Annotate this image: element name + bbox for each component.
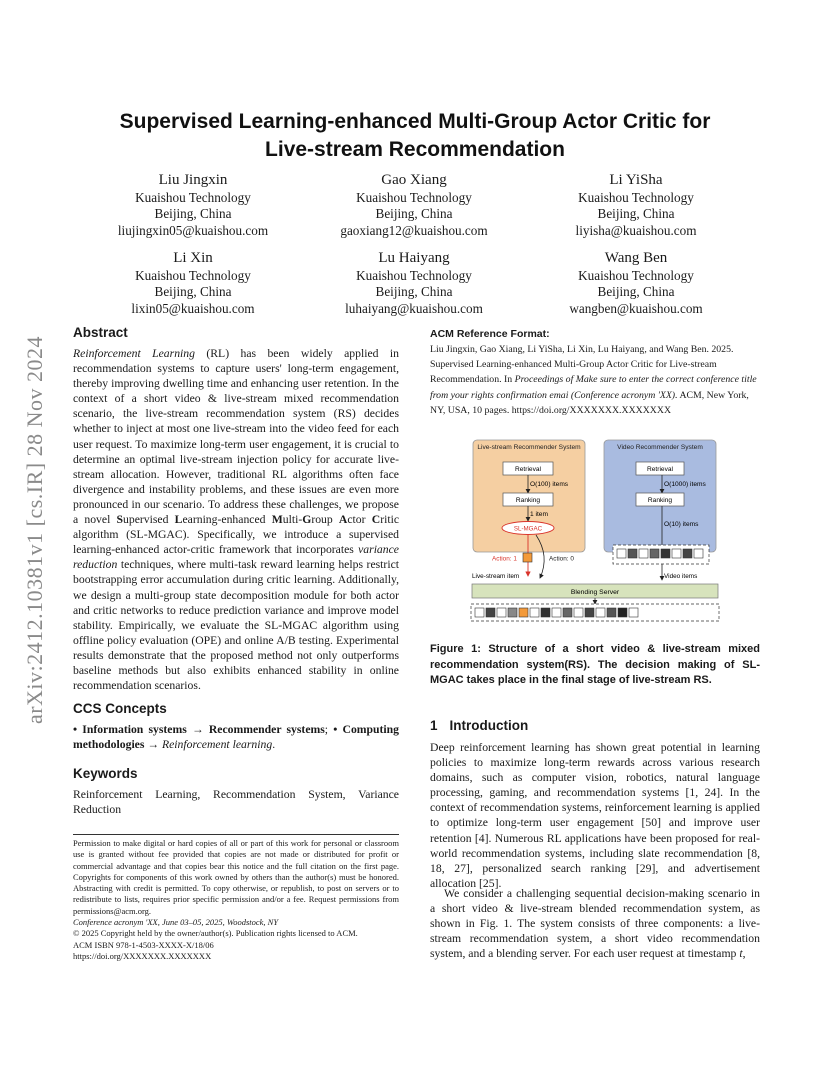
permission-text: Permission to make digital or hard copies of all or part of this work for personal or classroom use is granted without fee provided that copies are not made or distributed for profit or commercial advantage and that copies bear this notice and the full citation on the first page. Copyrights for components of this work owned by others than the author(s) must be honored. Abstracting with credit is permitted. To copy otherwise, or republish, to post on servers or to redistribute to lists, requires prior specific permission and/or a fee. Request permissions from permissions@acm.org. bbox=[73, 838, 399, 916]
author-affiliation: Kuaishou Technology bbox=[356, 268, 472, 283]
author-affiliation: Kuaishou Technology bbox=[135, 190, 251, 205]
isbn-line: ACM ISBN 978-1-4503-XXXX-X/18/06 bbox=[73, 939, 214, 950]
doi-line: https://doi.org/XXXXXXX.XXXXXXX bbox=[73, 950, 212, 961]
conference-line: Conference acronym 'XX, June 03–05, 2025, Woodstock, NY bbox=[73, 917, 279, 928]
action-0-label: Action: 0 bbox=[549, 555, 574, 563]
method-letter: S bbox=[116, 513, 124, 527]
paper-title bbox=[70, 108, 760, 164]
method-word: roup bbox=[311, 513, 339, 527]
video-ranking-count: O(10) items bbox=[664, 521, 699, 528]
author-location: Beijing, China bbox=[154, 284, 232, 300]
method-word: ritic bbox=[380, 513, 400, 527]
video-retrieval-count: O(1000) items bbox=[664, 481, 706, 488]
keywords-body: Reinforcement Learning, Recommendation System, Variance Reduction bbox=[73, 788, 399, 817]
method-letter: C bbox=[371, 513, 381, 527]
method-word: ulti- bbox=[282, 513, 303, 527]
ccs-concept: • Computing methodologies bbox=[73, 723, 400, 752]
arxiv-identifier: arXiv:2412.10381v1 [cs.IR] 28 Nov 2024 bbox=[22, 335, 47, 725]
video-items-label: Video items bbox=[664, 573, 698, 580]
one-item-label: 1 item bbox=[530, 511, 548, 518]
author-email: liyisha@kuaishou.com bbox=[575, 222, 697, 238]
author-location: Beijing, China bbox=[375, 284, 453, 300]
title-line-2: Live-stream Recommendation bbox=[265, 138, 565, 161]
author-affiliation: Kuaishou Technology bbox=[578, 190, 694, 205]
abstract-body bbox=[73, 346, 399, 693]
ccs-subconcept: Reinforcement learning bbox=[161, 738, 273, 752]
live-ranking-label: Ranking bbox=[515, 497, 541, 504]
figure-diagram bbox=[466, 436, 724, 622]
author-affiliation: Kuaishou Technology bbox=[578, 268, 694, 283]
author-name: Gao Xiang bbox=[381, 172, 447, 188]
ccs-heading: CCS Concepts bbox=[73, 701, 167, 716]
title-line-1: Supervised Learning-enhanced Multi-Group Actor Critic for bbox=[119, 110, 711, 133]
author-name: Liu Jingxin bbox=[158, 172, 228, 188]
video-rs-label: Video Recommender System bbox=[617, 444, 703, 451]
ccs-end: . bbox=[272, 738, 276, 752]
method-word: earning-enhanced bbox=[182, 513, 272, 527]
video-retrieval-label: Retrieval bbox=[646, 466, 674, 473]
blending-server-label: Blending Server bbox=[570, 589, 620, 596]
abstract-italic-lead: Reinforcement Learning bbox=[73, 347, 195, 360]
author-name: Li YiSha bbox=[609, 172, 663, 188]
method-word: upervised bbox=[123, 513, 175, 527]
method-letter: M bbox=[271, 513, 283, 527]
acm-ref-text: Liu Jingxin, Gao Xiang, Li YiSha, Li Xin, Lu Haiyang, and Wang Ben. 2025. Supervised Learning-enhanced Multi-Group Actor Critic for Live-stream Recommendation. In bbox=[430, 344, 734, 386]
figure-1 bbox=[466, 436, 724, 622]
author-email: liujingxin05@kuaishou.com bbox=[117, 222, 269, 238]
author-block bbox=[299, 171, 529, 239]
intro-text: We consider a challenging sequential decision-making scenario in a short video & live-stream blended recommendation system, as shown in Fig. 1. The system consists of three components: a live-stream recommendation system, a short video recommendation system, and a blending server. For each user request at timestamp bbox=[430, 887, 760, 961]
author-name: Lu Haiyang bbox=[378, 250, 450, 266]
author-location: Beijing, China bbox=[597, 206, 675, 222]
abstract-italic: variance reduction bbox=[73, 543, 399, 572]
live-item-square bbox=[523, 553, 532, 562]
slmgac-label: SL-MGAC bbox=[513, 525, 543, 533]
author-affiliation: Kuaishou Technology bbox=[135, 268, 251, 283]
copyright-line: © 2025 Copyright held by the owner/author(s). Publication rights licensed to ACM. bbox=[73, 928, 358, 939]
livestream-item-label: Live-stream item bbox=[472, 573, 520, 580]
ccs-concept: • Information systems → Recommender systems bbox=[73, 723, 325, 736]
abstract-text: techniques, where multi-task reward learning helps restrict bootstrapping error accumulation during critic learning. Additionally, we design a multi-group state decomposition module for both actor and critic networks to reduce prediction variance and improve model stability. Empirically, we evaluate the SL-MGAC algorithm using offline policy evaluation (OPE) and online A/B testing. Experimental results demonstrate that the proposed method not only outperforms baseline methods but also exhibits enhanced stability in online recommendation scenarios. bbox=[73, 558, 399, 693]
figure-caption: Figure 1: Structure of a short video & live-stream mixed recommendation system(RS). The decision making of SL-MGAC takes place in the final stage of live-stream RS. bbox=[430, 643, 760, 686]
intro-variable: t bbox=[739, 947, 743, 961]
keywords-heading: Keywords bbox=[73, 766, 138, 781]
ccs-arrow: → bbox=[144, 738, 162, 752]
live-retrieval-label: Retrieval bbox=[514, 466, 542, 473]
author-location: Beijing, China bbox=[154, 206, 232, 222]
author-block bbox=[78, 249, 308, 317]
author-block bbox=[521, 249, 751, 317]
author-affiliation: Kuaishou Technology bbox=[356, 190, 472, 205]
author-email: luhaiyang@kuaishou.com bbox=[345, 300, 483, 316]
author-email: lixin05@kuaishou.com bbox=[131, 300, 255, 316]
intro-paragraph-2 bbox=[430, 886, 760, 961]
author-name: Li Xin bbox=[173, 250, 213, 266]
author-block bbox=[521, 171, 751, 239]
output-item-squares bbox=[475, 608, 638, 617]
intro-text: , bbox=[742, 947, 746, 961]
author-location: Beijing, China bbox=[375, 206, 453, 222]
permission-notice bbox=[73, 838, 399, 962]
abstract-text: (RL) has been widely applied in recommendation systems to capture users' long-term engagement, thereby improving dwelling time and enhancing user retention. In the context of a short video & live-stream mixed recommendation scenario, the live-stream recommendation system (RS) decides whether to inject at most one live-stream into the video feed for each user request. To maximize long-term user engagement, it is crucial to determine an optimal live-stream injection policy for accurate live-stream allocation. However, traditional RL algorithms often face divergence and instability problems, and these issues are even more pronounced in our scenario. To address these challenges, we propose a novel bbox=[73, 347, 399, 527]
live-rs-label: Live-stream Recommender System bbox=[477, 444, 581, 451]
intro-paragraph-1: Deep reinforcement learning has shown great potential in learning policies to maximize long-term rewards across various research domains, such as computer vision, robotics, natural language processing, gaming, and recommendation systems [1, 24]. In the context of recommendation systems, reinforcement learning is applied to optimize long-term user engagement [50] and improve user retention [4]. Numerous RL applications have been proposed for real-world recommendation systems, including slate recommendation [8, 18, 27], personalized search ranking [29], and advertisement allocation [25]. bbox=[430, 741, 760, 890]
video-ranking-label: Ranking bbox=[647, 497, 673, 504]
acm-ref-proceedings: Proceedings of Make sure to enter the correct conference title from your rights confirmation emai (Conference acronym 'XX). bbox=[430, 374, 757, 401]
acm-reference-body bbox=[430, 342, 760, 418]
ccs-separator: ; bbox=[324, 723, 334, 736]
method-word: ctor bbox=[347, 513, 372, 527]
footnote-rule bbox=[73, 834, 399, 835]
section-number: 1 bbox=[430, 718, 438, 733]
introduction-heading bbox=[430, 718, 528, 733]
author-name: Wang Ben bbox=[604, 250, 668, 266]
abstract-text: algorithm (SL-MGAC). Specifically, we introduce a supervised learning-enhanced actor-critic framework that incorporates bbox=[73, 528, 399, 557]
action-1-label: Action: 1 bbox=[492, 555, 517, 563]
method-letter: L bbox=[174, 513, 183, 527]
ccs-body bbox=[73, 722, 399, 752]
author-email: wangben@kuaishou.com bbox=[569, 300, 703, 316]
live-retrieval-count: O(100) items bbox=[530, 481, 569, 488]
author-block bbox=[299, 249, 529, 317]
author-block bbox=[78, 171, 308, 239]
method-letter: G bbox=[302, 513, 312, 527]
acm-ref-text: ACM, New York, NY, USA, 10 pages. https://doi.org/XXXXXXX.XXXXXXX bbox=[430, 389, 749, 416]
author-email: gaoxiang12@kuaishou.com bbox=[340, 222, 488, 238]
abstract-heading: Abstract bbox=[73, 325, 128, 340]
acm-reference-heading: ACM Reference Format: bbox=[430, 328, 550, 340]
section-title: Introduction bbox=[449, 718, 529, 733]
author-location: Beijing, China bbox=[597, 284, 675, 300]
method-letter: A bbox=[338, 513, 348, 527]
